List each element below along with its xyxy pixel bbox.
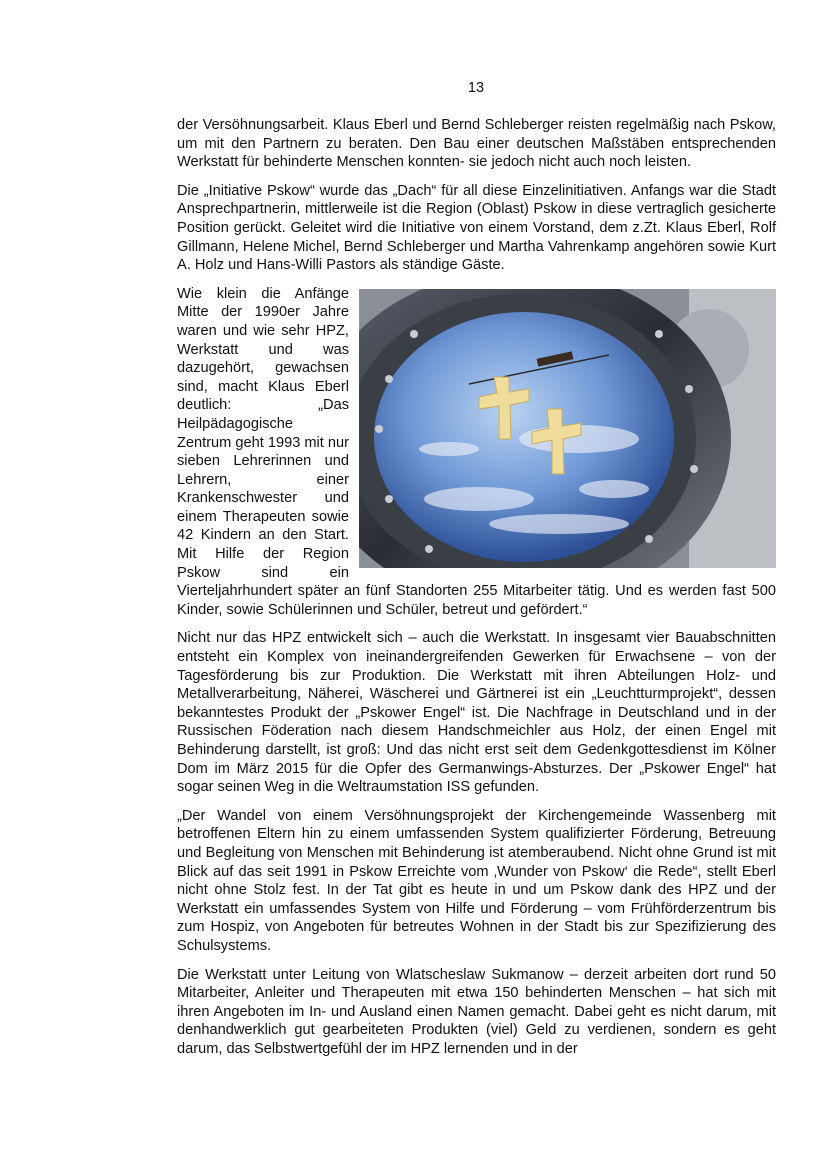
paragraph-6: Die Werkstatt unter Leitung von Wlatscheslaw Sukmanow – derzeit arbeiten dort rund 50 Mitarbeiter, Anleiter und Therapeuten mit etwa 150 behinderten Menschen – hat sich mit ihren Angeboten im In- und Ausland einen Namen gemacht. Dabei geht es nicht darum, mit denhandwerklich gut gearbeiteten Produkten (viel) Geld zu verdienen, sondern es geht darum, das Selbstwertgefühl der im HPZ lernenden und in der <box>177 966 776 1057</box>
paragraph-4: Nicht nur das HPZ entwickelt sich – auch die Werkstatt. In insgesamt vier Bauabschnitten entsteht ein Komplex von ineinandergreifenden Gewerken für Erwachsene – von der Tagesförderung bis zur Produktion. Die Werkstatt mit ihren Abteilungen Holz- und Metallverarbeitung, Näherei, Wäscherei und Gärtnerei ist ein „Leuchtturmprojekt“, dessen bekanntestes Produkt der „Pskower Engel“ ist. Die Nachfrage in Deutschland und in der Russischen Föderation nach diesem Handschmeichler aus Holz, der einen Engel mit Behinderung darstellt, ist groß: Und das nicht erst seit dem Gedenkgottesdienst im Kölner Dom im März 2015 für die Opfer des Germanwings-Absturzes. Der „Pskower Engel“ hat sogar seinen Weg in die Weltraumstation ISS gefunden. <box>177 630 776 796</box>
iss-window-angel-photo <box>359 289 776 568</box>
paragraph-5: „Der Wandel von einem Versöhnungsprojekt der Kirchengemeinde Wassenberg mit betroffenen Eltern hin zu einem umfassenden System qualifizierter Förderung, Betreuung und Begleitung von Menschen mit Behinderung ist atemberaubend. Nicht ohne Grund ist mit Blick auf das seit 1991 in Pskow Erreichte vom ‚Wunder von Pskow‘ die Rede“, stellt Eberl nicht ohne Stolz fest. In der Tat gibt es heute in und um Pskow dank des HPZ und der Werkstatt ein umfassendes System von Hilfe und Förderung – vom Frühförderzentrum bis zum Hospiz, von Angeboten für betreutes Wohnen in der Stadt bis zur Spezifizierung des Schulsystems. <box>177 807 776 954</box>
paragraph-2: Die „Initiative Pskow“ wurde das „Dach“ für all diese Einzelinitiativen. Anfangs war die Stadt Ansprechpartnerin, mittlerweile ist die Region (Oblast) Pskow in diese vertraglich gesicherte Position gerückt. Geleitet wird die Initiative von einem Vorstand, dem z.Zt. Klaus Eberl, Rolf Gillmann, Helene Michel, Bernd Schleberger und Martha Vahrenkamp angehören sowie Kurt A. Holz und Hans-Willi Pastors als ständige Gäste. <box>177 182 776 274</box>
paragraph-1: der Versöhnungsarbeit. Klaus Eberl und Bernd Schleberger reisten regelmäßig nach Pskow, um mit den Partnern zu beraten. Den Bau einer deutschen Maßstäben entsprechenden Werkstatt für behinderte Menschen konnten- sie jedoch nicht auch noch leisten. <box>177 117 776 171</box>
page-number: 13 <box>467 80 485 96</box>
page-body <box>177 116 776 1069</box>
paragraph-3: Wie klein die Anfänge Mitte der 1990er Jahre waren und wie sehr HPZ, Werkstatt und was dazugehört, gewachsen sind, macht Klaus Eberl deutlich: „Das Heilpädagogische Zentrum geht 1993 mit nur sieben Lehrerinnen und Lehrern, einer Krankenschwester und einem Therapeuten sowie 42 Kindern an den Start. Mit Hilfe der Region Pskow sind ein Vierteljahrhundert später an fünf Standorten 255 Mitarbeiter tätig. Und es werden fast 500 Kinder, sowie Schülerinnen und Schüler, betreut und gefördert.“ <box>177 285 776 618</box>
